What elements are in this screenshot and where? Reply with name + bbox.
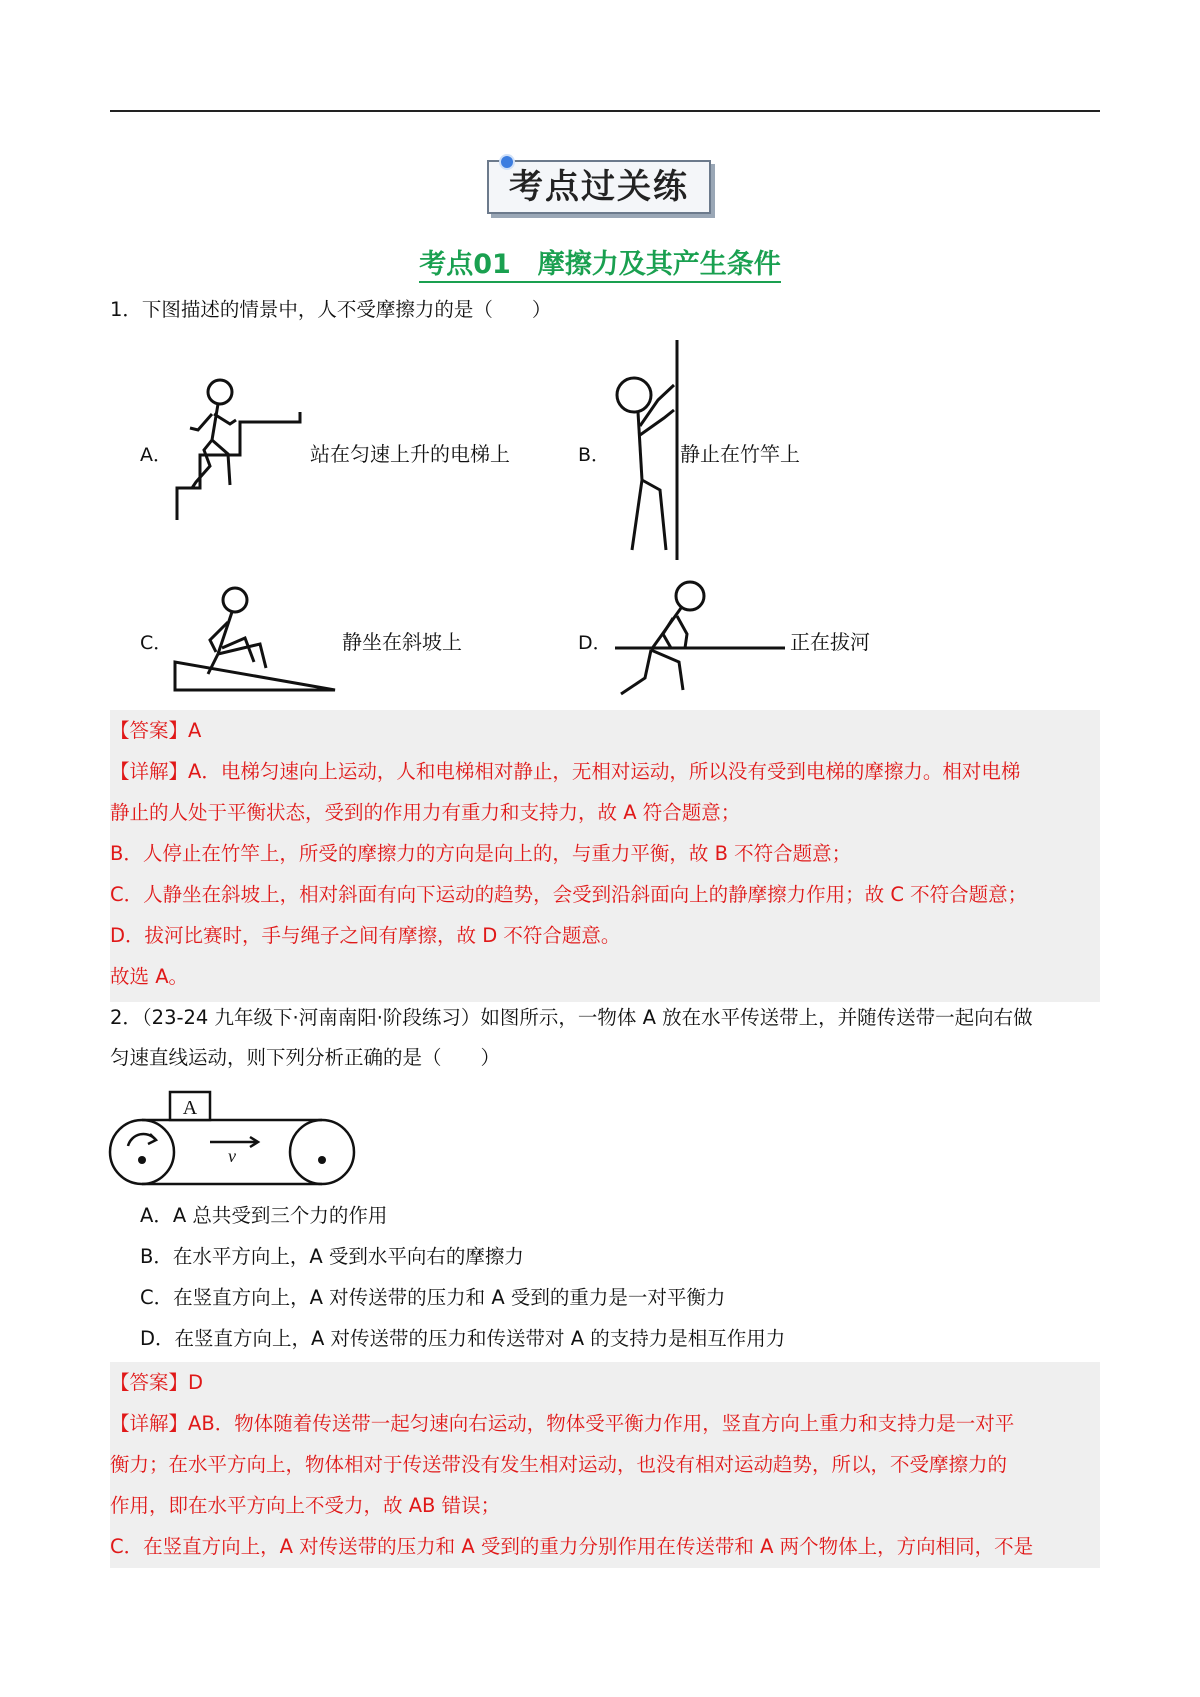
- question-1-stem: 1．下图描述的情景中，人不受摩擦力的是（ ）: [110, 298, 552, 321]
- q1-answer-line: B．人停止在竹竿上，所受的摩擦力的方向是向上的，与重力平衡，故 B 不符合题意；: [110, 842, 852, 865]
- q1-answer-line: 【详解】A．电梯匀速向上运动，人和电梯相对静止，无相对运动，所以没有受到电梯的摩擦力。相对电梯: [110, 760, 1021, 783]
- q2-choice-b: B．在水平方向上，A 受到水平向右的摩擦力: [140, 1245, 524, 1268]
- q1-answer-line: D．拔河比赛时，手与绳子之间有摩擦，故 D 不符合题意。: [110, 924, 621, 947]
- section-title: [0, 242, 1200, 281]
- q1-option-d-label: D．: [578, 632, 612, 654]
- q1-option-d-caption: 正在拔河: [790, 630, 870, 654]
- question-2-stem-line: 2．（23-24 九年级下·河南南阳·阶段练习）如图所示，一物体 A 放在水平传送带上，并随传送带一起向右做: [110, 1006, 1033, 1029]
- q1-answer-line: C．人静坐在斜坡上，相对斜面有向下运动的趋势，会受到沿斜面向上的静摩擦力作用；故 C 不符合题意；: [110, 883, 1028, 906]
- sitting-on-slope-figure: [170, 582, 340, 692]
- q2-answer-line: 【详解】AB．物体随着传送带一起匀速向右运动，物体受平衡力作用，竖直方向上重力和支持力是一对平: [110, 1412, 1015, 1435]
- q2-choice-c: C．在竖直方向上，A 对传送带的压力和 A 受到的重力是一对平衡力: [140, 1286, 726, 1309]
- q2-answer-line: 【答案】D: [110, 1371, 204, 1394]
- q1-answer-line: 静止的人处于平衡状态，受到的作用力有重力和支持力，故 A 符合题意；: [110, 801, 741, 824]
- q1-option-c-label: C．: [140, 632, 173, 654]
- escalator-person-figure: [170, 370, 310, 520]
- question-2-stem-line: 匀速直线运动，则下列分析正确的是（ ）: [110, 1046, 501, 1069]
- q2-choices: [140, 1195, 785, 1359]
- q1-option-b-caption: 静止在竹竿上: [680, 442, 800, 466]
- block-a-label: A: [182, 1097, 198, 1119]
- pole-climber-figure: [610, 340, 690, 560]
- q1-option-c-caption: 静坐在斜坡上: [342, 630, 462, 654]
- section-banner: [487, 160, 713, 214]
- q2-choice-a: A．A 总共受到三个力的作用: [140, 1204, 388, 1227]
- banner-text: 考点过关练: [509, 167, 689, 207]
- q1-answer-line: 【答案】A: [110, 719, 202, 742]
- header-rule: [110, 110, 1100, 112]
- q1-answer-block: [110, 710, 1100, 1002]
- conveyor-belt-figure: [108, 1082, 362, 1188]
- q1-option-b-label: B．: [578, 444, 611, 466]
- q2-choice-d: D．在竖直方向上，A 对传送带的压力和传送带对 A 的支持力是相互作用力: [140, 1327, 786, 1350]
- question-2-stem: [110, 998, 1100, 1078]
- q1-option-a-caption: 站在匀速上升的电梯上: [310, 442, 510, 466]
- q2-answer-line: 衡力；在水平方向上，物体相对于传送带没有发生相对运动，也没有相对运动趋势，所以，不受摩擦力的: [110, 1453, 1008, 1476]
- q2-answer-line: 作用，即在水平方向上不受力，故 AB 错误；: [110, 1494, 501, 1517]
- q1-answer-line: 故选 A。: [110, 965, 189, 988]
- section-title-text: 考点01 摩擦力及其产生条件: [419, 249, 781, 283]
- q2-answer-block: [110, 1362, 1100, 1568]
- q2-answer-line: C．在竖直方向上，A 对传送带的压力和 A 受到的重力分别作用在传送带和 A 两个物体上，方向相同，不是: [110, 1535, 1034, 1558]
- q1-option-a-label: A．: [140, 444, 172, 466]
- velocity-label: v: [228, 1146, 236, 1166]
- tug-of-war-figure: [615, 578, 795, 698]
